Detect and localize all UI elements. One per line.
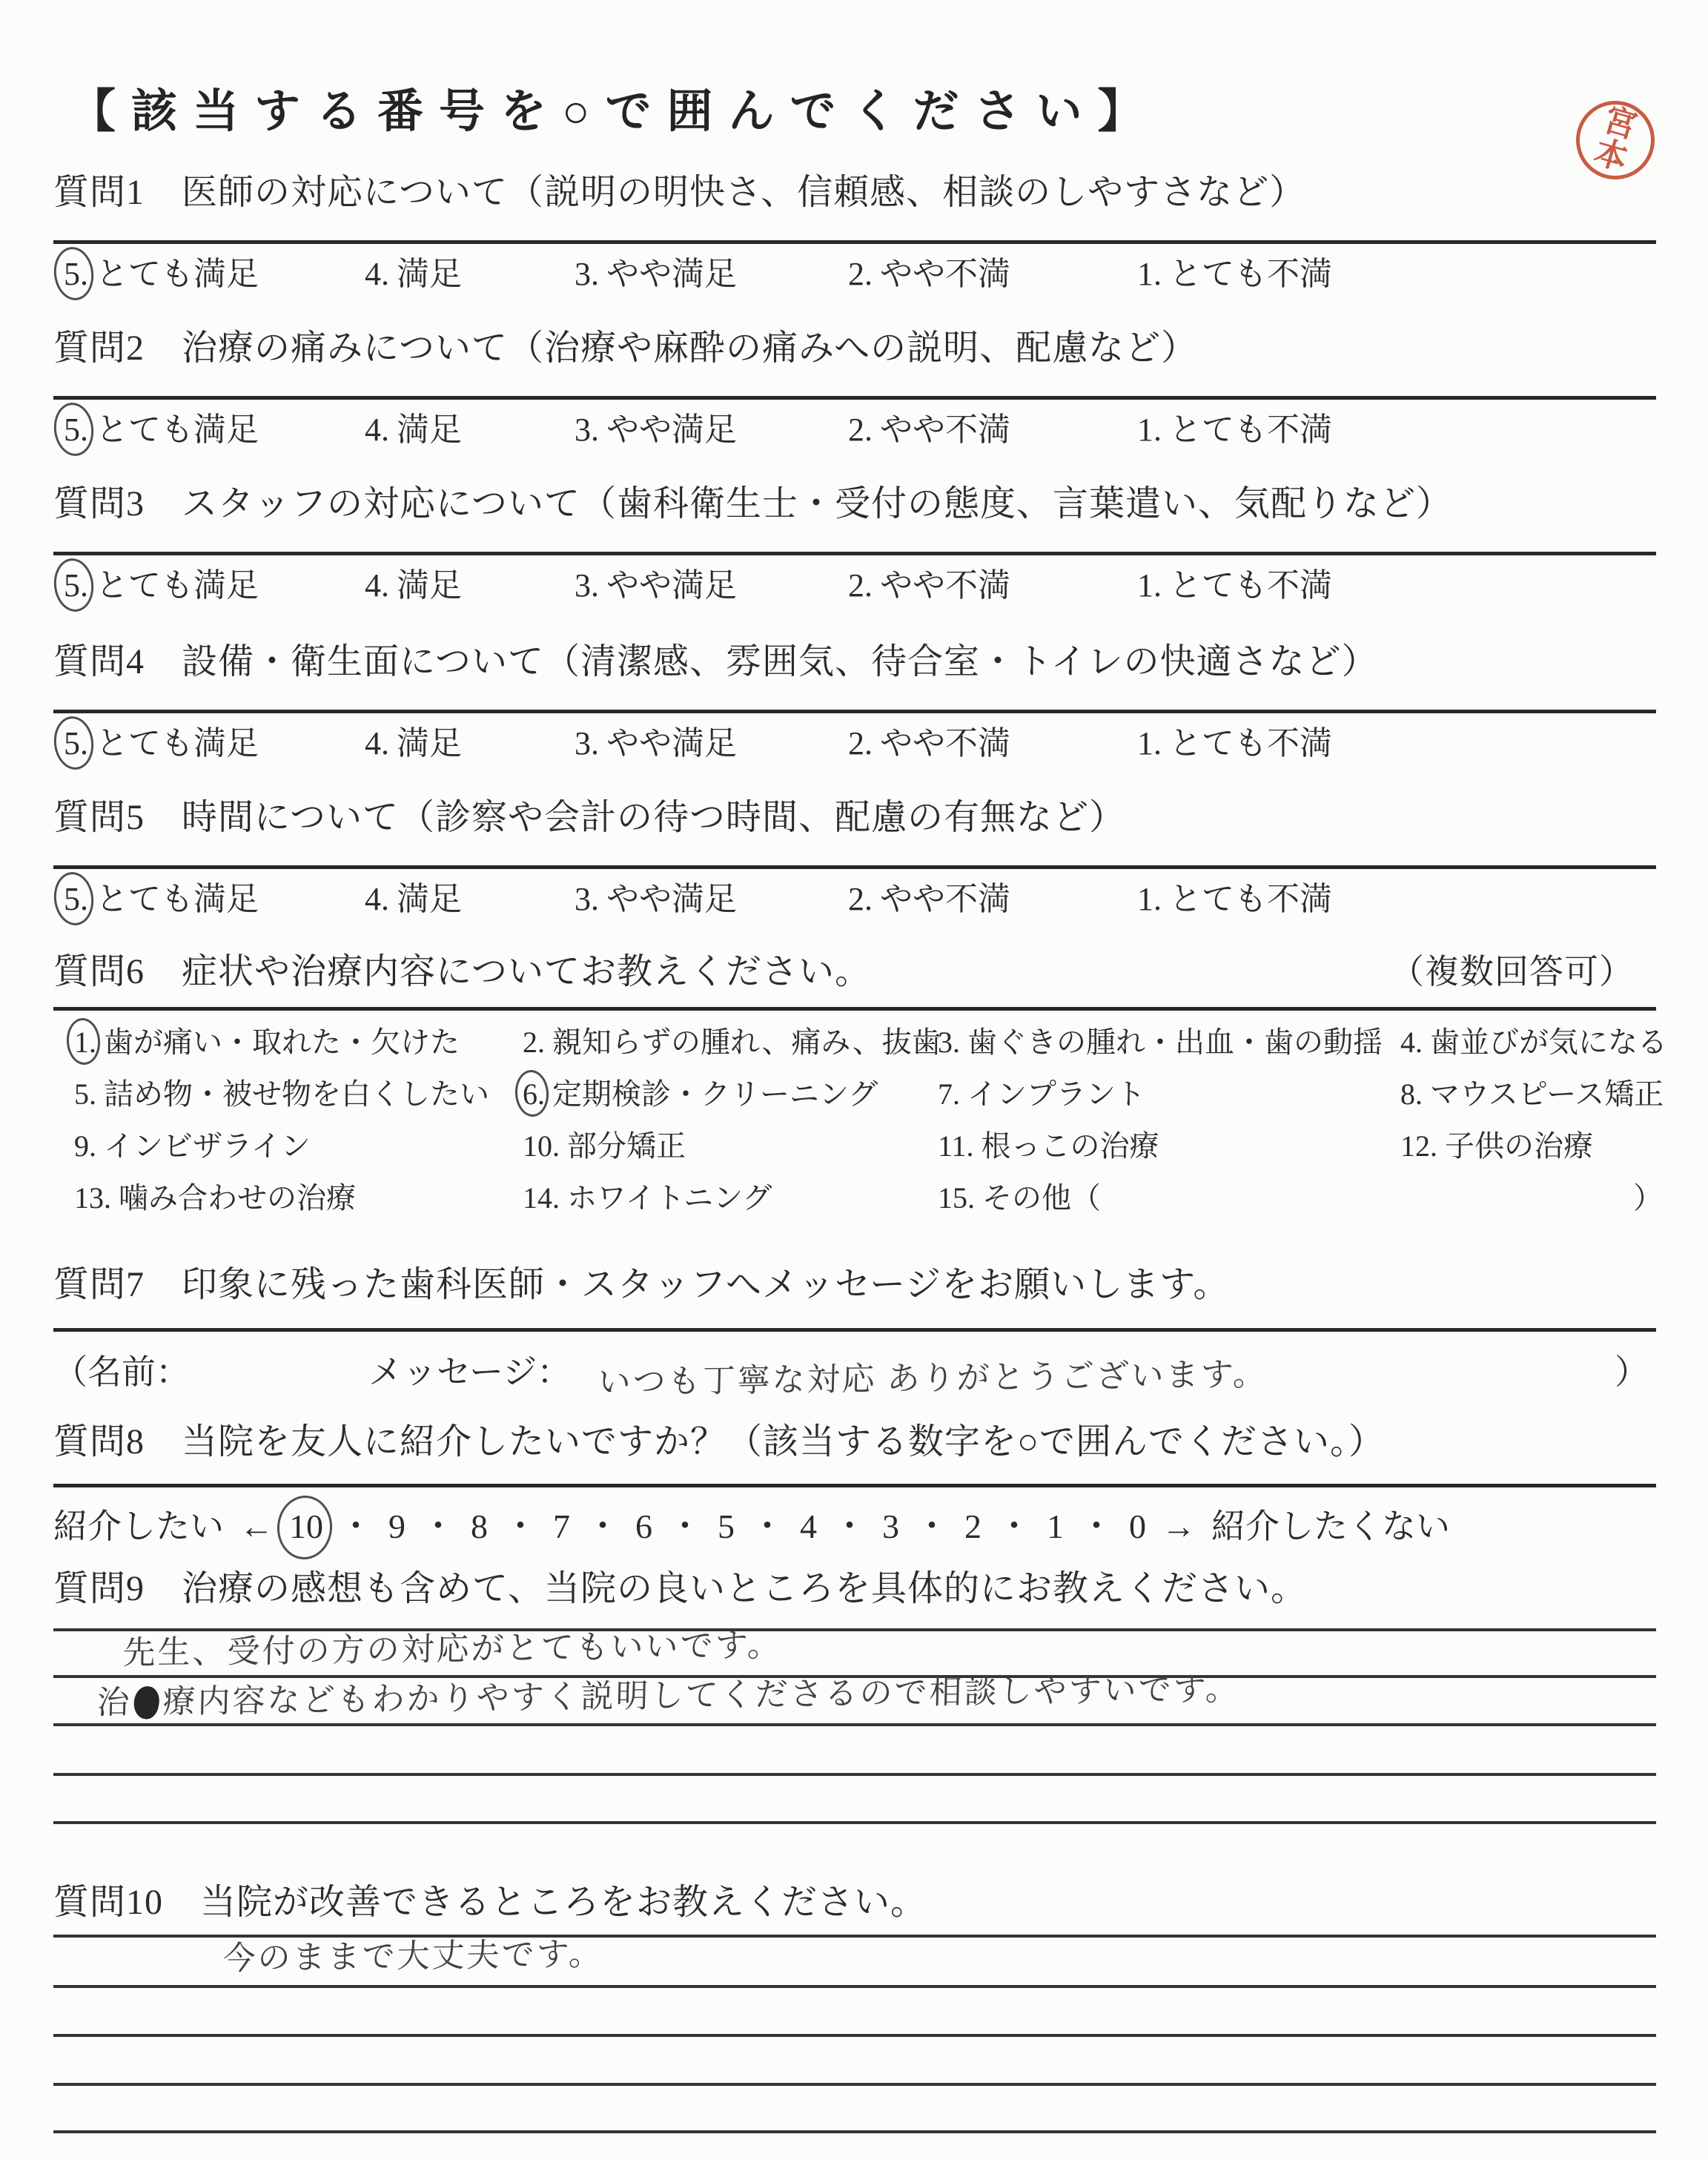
- question-10-title: 当院が改善できるところをお教えください。: [200, 1883, 927, 1922]
- option-number: 1.: [1137, 256, 1162, 292]
- option-number: 3.: [575, 256, 599, 292]
- answer-line-3: [53, 2037, 1656, 2086]
- item-label: 歯ぐきの腫れ・出血・歯の動揺: [967, 1025, 1383, 1059]
- item-number: 13.: [74, 1181, 111, 1215]
- treatment-item: [1380, 1076, 1667, 1113]
- option-number: 4.: [365, 881, 389, 917]
- question-8-header: [53, 1420, 1656, 1464]
- option-label: 満足: [397, 725, 462, 762]
- question-2-number: 質問2: [53, 328, 145, 368]
- scale-number: 6: [635, 1507, 652, 1545]
- option-label: とても不満: [1169, 412, 1332, 448]
- option-item: [575, 879, 848, 919]
- dot-separator: ・: [1079, 1507, 1113, 1545]
- treatment-item: [53, 1128, 502, 1165]
- answer-line-3: [53, 1726, 1656, 1776]
- question-1-header: [53, 171, 1656, 215]
- option-number: 3.: [575, 412, 599, 448]
- option-label: やや不満: [880, 881, 1010, 917]
- option-item: [53, 879, 365, 919]
- item-label: 歯が痛い・取れた・欠けた: [104, 1025, 460, 1059]
- question-7-block: [53, 1263, 1656, 1404]
- option-label: とても満足: [96, 567, 259, 604]
- scale-number: 7: [553, 1507, 570, 1545]
- item-number: 8.: [1400, 1077, 1423, 1111]
- circled-answer: 5.: [64, 410, 88, 450]
- dot-separator: ・: [750, 1507, 784, 1545]
- treatment-item: [502, 1076, 917, 1113]
- item-label: マウスピース矯正: [1430, 1077, 1664, 1111]
- question-4-number: 質問4: [53, 642, 145, 681]
- option-item: [53, 254, 365, 294]
- dot-separator: ・: [586, 1507, 620, 1545]
- handwriting-text: 療内容などもわかりやすく説明してくださるので相談しやすいです。: [162, 1671, 1241, 1720]
- option-item: [1137, 724, 1656, 764]
- option-label: やや満足: [606, 412, 737, 448]
- question-7-answer-row: [53, 1351, 1656, 1404]
- option-item: [848, 724, 1137, 764]
- option-number: 2.: [848, 881, 873, 917]
- option-label: 満足: [397, 412, 462, 448]
- question-10-block: [53, 1880, 1656, 2133]
- option-item: [1137, 254, 1656, 294]
- item-label: 噛み合わせの治療: [119, 1181, 356, 1215]
- option-label: 満足: [397, 881, 462, 917]
- question-6-items: [53, 1024, 1667, 1217]
- option-number: 1.: [1137, 567, 1162, 604]
- circled-answer: 1.: [74, 1024, 96, 1061]
- option-label: やや満足: [606, 567, 737, 604]
- question-3-header: [53, 482, 1656, 526]
- question-3-number: 質問3: [53, 484, 145, 524]
- circled-answer: 5.: [64, 879, 88, 919]
- treatment-item: [1380, 1024, 1667, 1061]
- item-label: 根っこの治療: [981, 1129, 1159, 1163]
- option-number: 3.: [575, 881, 599, 917]
- not-recommend-label: 紹介したくない: [1211, 1507, 1450, 1545]
- other-close-paren: ）: [1633, 1181, 1663, 1215]
- answer-line-2: [53, 1988, 1656, 2037]
- scale-number: 1: [1047, 1507, 1064, 1545]
- scale-number: 0: [1129, 1507, 1146, 1545]
- right-arrow-icon: →: [1162, 1507, 1196, 1545]
- option-label: やや満足: [606, 256, 737, 292]
- option-item: [575, 566, 848, 606]
- option-item: [848, 879, 1137, 919]
- option-item: [365, 566, 575, 606]
- treatment-item: [917, 1128, 1380, 1165]
- question-3-block: [53, 482, 1656, 606]
- question-4-title: 設備・衛生面について（清潔感、雰囲気、待合室・トイレの快適さなど）: [182, 642, 1378, 681]
- question-2-options: [53, 410, 1656, 450]
- scale-number: 5: [718, 1507, 735, 1545]
- question-5-block: [53, 796, 1656, 919]
- option-number: 1.: [1137, 412, 1162, 448]
- option-label: とても満足: [96, 256, 259, 292]
- item-label: 部分矯正: [567, 1129, 686, 1163]
- option-label: とても満足: [96, 412, 259, 448]
- item-label: 子供の治療: [1445, 1129, 1593, 1163]
- option-item: [1137, 879, 1656, 919]
- option-label: とても満足: [96, 725, 259, 762]
- question-10-header: [53, 1880, 1656, 1925]
- divider: [53, 1328, 1656, 1332]
- item-label: インビザライン: [104, 1129, 311, 1163]
- question-9-block: [53, 1567, 1656, 1824]
- option-item: [848, 566, 1137, 606]
- dot-separator: ・: [997, 1507, 1031, 1545]
- scale-number: 9: [388, 1507, 406, 1545]
- option-item: [575, 724, 848, 764]
- option-label: やや不満: [880, 412, 1010, 448]
- dot-separator: ・: [668, 1507, 702, 1545]
- option-item: [848, 410, 1137, 450]
- question-1-options: [53, 254, 1656, 294]
- circled-answer: 6.: [523, 1076, 545, 1113]
- question-8-number: 質問8: [53, 1422, 145, 1462]
- question-3-options: [53, 566, 1656, 606]
- handwritten-answer-line-1: 先生、受付の方の対応がとてもいいです。: [122, 1627, 783, 1671]
- item-number: 2.: [523, 1025, 545, 1059]
- option-label: とても満足: [96, 881, 259, 917]
- item-number: 3.: [938, 1025, 960, 1059]
- item-number: 5.: [74, 1077, 96, 1111]
- option-item: [848, 254, 1137, 294]
- question-6-number: 質問6: [53, 952, 145, 991]
- item-label: 詰め物・被せ物を白くしたい: [104, 1077, 489, 1111]
- dot-separator: ・: [833, 1507, 867, 1545]
- handwritten-answer: 今のままで大丈夫です。: [222, 1935, 604, 1977]
- scribble-correction: [131, 1685, 162, 1720]
- question-6-title: 症状や治療内容についてお教えください。: [182, 952, 872, 991]
- option-item: [365, 254, 575, 294]
- option-label: やや満足: [606, 881, 737, 917]
- option-label: 満足: [397, 256, 462, 292]
- left-arrow-icon: ←: [239, 1507, 274, 1545]
- scale-number: 8: [471, 1507, 488, 1545]
- answer-line-4: [53, 1776, 1656, 1824]
- dot-separator: ・: [339, 1507, 373, 1545]
- answer-line-1: [53, 1935, 1656, 1988]
- question-8-block: [53, 1420, 1656, 1548]
- question-9-number: 質問9: [53, 1569, 145, 1608]
- question-2-title: 治療の痛みについて（治療や麻酔の痛みへの説明、配慮など）: [182, 328, 1198, 368]
- item-number: 9.: [74, 1129, 96, 1163]
- item-label: 親知らずの腫れ、痛み、抜歯: [552, 1025, 941, 1059]
- divider: [53, 552, 1656, 555]
- option-item: [575, 254, 848, 294]
- question-2-header: [53, 326, 1656, 371]
- option-number: 3.: [575, 567, 599, 604]
- scale-number: 3: [882, 1507, 899, 1545]
- treatment-item: [502, 1024, 941, 1061]
- hanko-char-1: 宮: [1599, 101, 1641, 146]
- answer-line-2: [53, 1671, 1656, 1726]
- option-item: [1137, 410, 1656, 450]
- dot-separator: ・: [503, 1507, 537, 1545]
- item-number: 11.: [938, 1129, 974, 1163]
- divider: [53, 240, 1656, 244]
- divider: [53, 865, 1656, 869]
- question-4-header: [53, 640, 1656, 684]
- question-1-block: [53, 171, 1656, 294]
- item-number: 15.: [938, 1181, 975, 1215]
- question-5-options: [53, 879, 1656, 919]
- handwriting-text: 治: [96, 1684, 133, 1721]
- answer-line-4: [53, 2086, 1656, 2133]
- message-field-label: メッセージ：: [368, 1353, 572, 1391]
- option-number: 4.: [365, 567, 389, 604]
- option-item: [53, 566, 365, 606]
- item-label: ホワイトニング: [567, 1181, 772, 1215]
- item-label: 定期検診・クリーニング: [552, 1077, 878, 1111]
- multiple-answers-note: （複数回答可）: [1390, 953, 1634, 991]
- option-label: やや不満: [880, 256, 1010, 292]
- question-1-title: 医師の対応について（説明の明快さ、信頼感、相談のしやすさなど）: [182, 173, 1306, 212]
- question-7-number: 質問7: [53, 1265, 145, 1304]
- question-2-block: [53, 326, 1656, 450]
- item-number: 14.: [523, 1181, 560, 1215]
- divider: [53, 396, 1656, 400]
- item-number: 12.: [1400, 1129, 1437, 1163]
- option-number: 2.: [848, 412, 873, 448]
- dot-separator: ・: [915, 1507, 949, 1545]
- option-item: [53, 724, 365, 764]
- treatment-item: [1380, 1128, 1667, 1165]
- option-item: [365, 879, 575, 919]
- item-number: 4.: [1400, 1025, 1423, 1059]
- option-label: 満足: [397, 567, 462, 604]
- page-title-text: 【該当する番号を○で囲んでください】: [70, 87, 1159, 137]
- option-number: 2.: [848, 725, 873, 762]
- item-label: 歯並びが気になる: [1430, 1025, 1667, 1059]
- option-label: とても不満: [1169, 256, 1332, 292]
- question-10-number: 質問10: [53, 1883, 164, 1922]
- name-field-label: （名前：: [53, 1353, 190, 1391]
- option-label: とても不満: [1169, 725, 1332, 762]
- treatment-item: [917, 1024, 1383, 1061]
- option-item: [1137, 566, 1656, 606]
- treatment-item: [502, 1180, 917, 1217]
- option-label: とても不満: [1169, 567, 1332, 604]
- circled-answer: 5.: [64, 724, 88, 764]
- item-number: 7.: [938, 1077, 960, 1111]
- option-label: やや満足: [606, 725, 737, 762]
- divider: [53, 1007, 1656, 1011]
- question-5-header: [53, 796, 1656, 840]
- option-number: 3.: [575, 725, 599, 762]
- circled-answer: 5.: [64, 254, 88, 294]
- nps-scale-row: [53, 1505, 1656, 1548]
- close-paren: ）: [1615, 1353, 1649, 1391]
- item-label: インプラント: [967, 1077, 1145, 1111]
- treatment-item: [53, 1076, 502, 1113]
- divider: [53, 710, 1656, 713]
- option-number: 2.: [848, 256, 873, 292]
- option-label: やや不満: [880, 725, 1010, 762]
- treatment-item: [917, 1076, 1380, 1113]
- option-number: 4.: [365, 256, 389, 292]
- treatment-item: [53, 1180, 502, 1217]
- option-number: 1.: [1137, 881, 1162, 917]
- question-9-header: [53, 1567, 1656, 1611]
- question-5-number: 質問5: [53, 798, 145, 837]
- question-7-title: 印象に残った歯科医師・スタッフへメッセージをお願いします。: [182, 1265, 1230, 1304]
- item-number: 10.: [523, 1129, 560, 1163]
- recommend-label: 紹介したい: [53, 1507, 224, 1545]
- option-number: 2.: [848, 567, 873, 604]
- question-4-block: [53, 640, 1656, 764]
- question-1-number: 質問1: [53, 173, 145, 212]
- question-8-title: 当院を友人に紹介したいですか？（該当する数字を○で囲んでください。）: [182, 1422, 1386, 1462]
- option-number: 4.: [365, 412, 389, 448]
- circled-answer: 5.: [64, 566, 88, 606]
- option-item: [365, 410, 575, 450]
- question-4-options: [53, 724, 1656, 764]
- question-5-title: 時間について（診察や会計の待つ時間、配慮の有無など）: [182, 798, 1126, 837]
- dot-separator: ・: [421, 1507, 455, 1545]
- question-6-header: [53, 950, 1656, 994]
- treatment-item-other: [917, 1180, 1380, 1217]
- treatment-item: [53, 1024, 502, 1061]
- circled-answer: 10: [289, 1505, 323, 1548]
- option-item: [575, 410, 848, 450]
- hanko-char-2: 本: [1590, 133, 1632, 178]
- question-7-header: [53, 1263, 1656, 1307]
- handwritten-message: いつも丁寧な対応 ありがとうございます。: [598, 1355, 1268, 1401]
- option-number: 4.: [365, 725, 389, 762]
- option-number: 1.: [1137, 725, 1162, 762]
- scale-number: 2: [964, 1507, 982, 1545]
- question-9-title: 治療の感想も含めて、当院の良いところを具体的にお教えください。: [182, 1569, 1308, 1608]
- treatment-item: [502, 1128, 917, 1165]
- question-6-block: [53, 950, 1667, 1217]
- scale-number: 4: [800, 1507, 817, 1545]
- option-item: [365, 724, 575, 764]
- option-label: やや不満: [880, 567, 1010, 604]
- option-item: [53, 410, 365, 450]
- question-3-title: スタッフの対応について（歯科衛生士・受付の態度、言葉遣い、気配りなど）: [182, 484, 1453, 524]
- divider: [53, 1484, 1656, 1487]
- item-label: その他（: [982, 1181, 1101, 1215]
- option-label: とても不満: [1169, 881, 1332, 917]
